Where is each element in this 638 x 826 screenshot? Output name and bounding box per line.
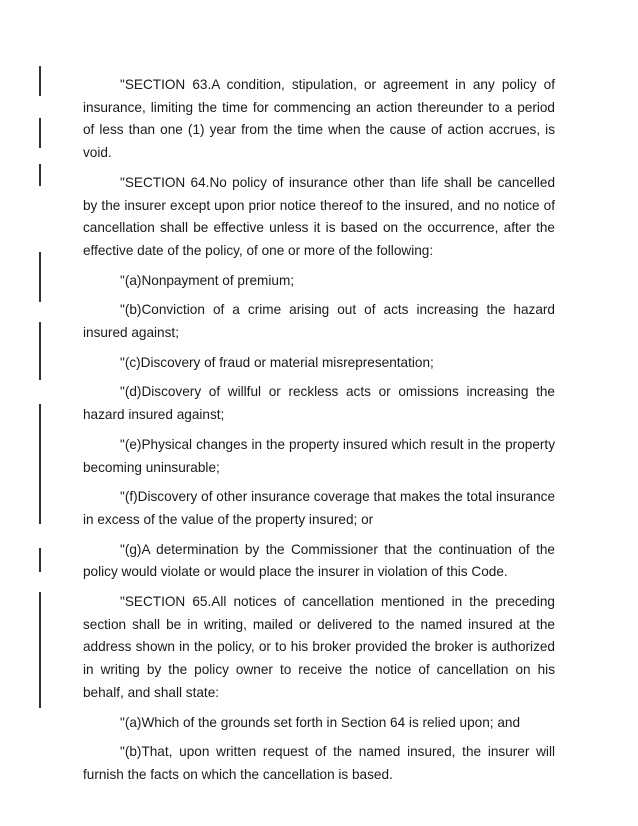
revision-bar bbox=[39, 164, 41, 186]
clause-b-conviction: "(b)Conviction of a crime arising out of acts increasing the hazard insured against; bbox=[83, 302, 555, 341]
section-65-paragraph: "SECTION 65.All notices of cancellation mentioned in the preceding section shall be in writing, mailed or delivered to the named insured at the address shown in the policy, or to his broker provided the broker is authorized in writing by the policy owner to receive the notice of cancellation on his behalf, and shall state: bbox=[83, 594, 555, 700]
section-65-clause-a: "(a)Which of the grounds set forth in Section 64 is relied upon; and bbox=[120, 714, 521, 730]
document-body bbox=[83, 74, 555, 794]
clause-c-fraud: "(c)Discovery of fraud or material misrepresentation; bbox=[120, 354, 434, 370]
revision-bar bbox=[39, 66, 41, 96]
revision-bar bbox=[39, 252, 41, 302]
revision-bar bbox=[39, 592, 41, 708]
clause-d-willful-acts: "(d)Discovery of willful or reckless acts or omissions increasing the hazard insured against; bbox=[83, 384, 555, 423]
clause-a-nonpayment: "(a)Nonpayment of premium; bbox=[120, 272, 295, 288]
revision-bar bbox=[39, 404, 41, 524]
section-63-paragraph: "SECTION 63.A condition, stipulation, or agreement in any policy of insurance, limiting the time for commencing an action thereunder to a period of less than one (1) year from the time when the cause of action accrues, is void. bbox=[83, 77, 555, 161]
revision-bar bbox=[39, 118, 41, 148]
clause-e-physical-changes: "(e)Physical changes in the property insured which result in the property becoming uninsurable; bbox=[83, 436, 555, 475]
clause-f-other-insurance: "(f)Discovery of other insurance coverage that makes the total insurance in excess of the value of the property insured; or bbox=[83, 489, 555, 527]
revision-bar bbox=[39, 548, 41, 572]
revision-bar bbox=[39, 322, 41, 380]
section-64-paragraph: "SECTION 64.No policy of insurance other than life shall be cancelled by the insurer except upon prior notice thereof to the insured, and no notice of cancellation shall be effective unless it is based on the occurrence, after the effective date of the policy, of one or more of the following: bbox=[83, 174, 555, 258]
section-65-clause-b: "(b)That, upon written request of the named insured, the insurer will furnish the facts on which the cancellation is based. bbox=[83, 744, 555, 782]
clause-g-commissioner: "(g)A determination by the Commissioner that the continuation of the policy would violate or would place the insurer in violation of this Code. bbox=[83, 541, 555, 580]
